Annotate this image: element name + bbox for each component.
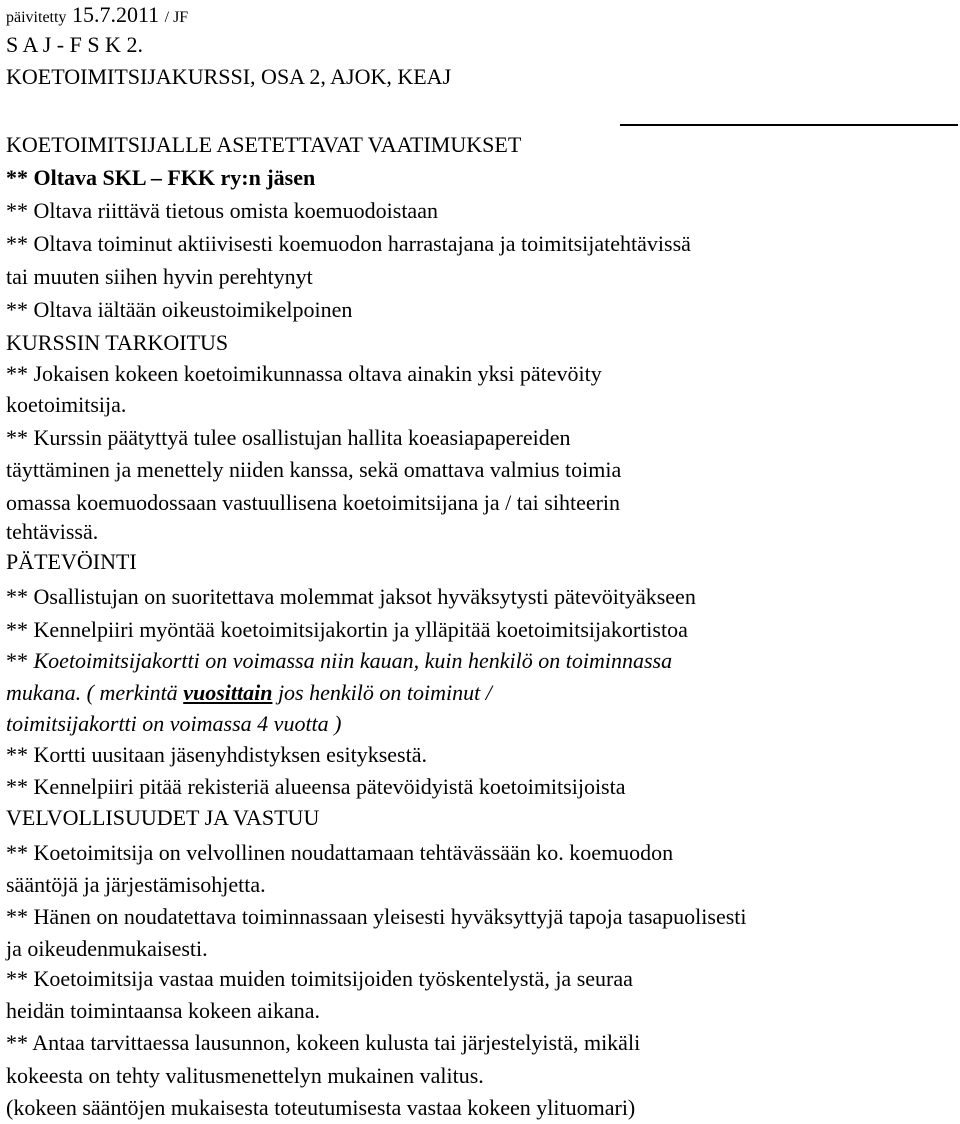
card-note-emphasis: vuosittain xyxy=(183,680,273,705)
qualification-line: ** Kennelpiiri myöntää koetoimitsijakortin ja ylläpitää koetoimitsijakortistoa xyxy=(6,617,688,642)
duty-line: heidän toimintaansa kokeen aikana. xyxy=(6,998,320,1023)
card-validity-text: Koetoimitsijakortti on voimassa niin kauan, kuin henkilö on toiminnassa xyxy=(33,648,673,673)
requirement-line: ** Oltava SKL – FKK ry:n jäsen xyxy=(6,165,316,190)
duty-line: kokeesta on tehty valitusmenettelyn mukainen valitus. xyxy=(6,1063,484,1088)
duty-line: ** Hänen on noudatettava toiminnassaan yleisesti hyväksyttyjä tapoja tasapuolisesti xyxy=(6,904,747,929)
updated-by: / JF xyxy=(164,9,189,26)
course-title: KOETOIMITSIJAKURSSI, OSA 2, AJOK, KEAJ xyxy=(6,64,452,89)
duties-heading: VELVOLLISUUDET JA VASTUU xyxy=(6,805,320,830)
card-note-post: jos henkilö on toiminut / xyxy=(272,680,492,705)
duty-line: sääntöjä ja järjestämisohjetta. xyxy=(6,872,266,897)
update-line xyxy=(6,2,188,31)
card-note-pre: mukana. ( merkintä xyxy=(6,680,184,705)
purpose-line: koetoimitsija. xyxy=(6,392,127,417)
card-note-line xyxy=(6,680,492,706)
duty-line: (kokeen sääntöjen mukaisesta toteutumisesta vastaa kokeen ylituomari) xyxy=(6,1095,636,1120)
card-validity-line xyxy=(6,648,672,674)
qualification-line: ** Osallistujan on suoritettava molemmat jaksot hyväksytysti pätevöityäkseen xyxy=(6,584,696,609)
qualification-line: ** Kennelpiiri pitää rekisteriä alueensa pätevöidyistä koetoimitsijoista xyxy=(6,774,626,799)
purpose-line: tehtävissä. xyxy=(6,519,99,544)
divider-rule xyxy=(620,124,958,126)
duty-line: ja oikeudenmukaisesti. xyxy=(6,936,208,961)
updated-label: päivitetty xyxy=(6,9,67,26)
purpose-line: täyttäminen ja menettely niiden kanssa, sekä omattava valmius toimia xyxy=(6,457,622,482)
requirement-line: tai muuten siihen hyvin perehtynyt xyxy=(6,264,313,289)
purpose-line: ** Jokaisen kokeen koetoimikunnassa oltava ainakin yksi pätevöity xyxy=(6,361,602,386)
purpose-line: omassa koemuodossaan vastuullisena koetoimitsijana ja / tai sihteerin xyxy=(6,490,621,515)
duty-line: ** Koetoimitsija on velvollinen noudattamaan tehtävässään ko. koemuodon xyxy=(6,840,674,865)
purpose-heading: KURSSIN TARKOITUS xyxy=(6,330,229,355)
requirement-line: ** Oltava iältään oikeustoimikelpoinen xyxy=(6,297,353,322)
updated-date: 15.7.2011 xyxy=(71,2,160,27)
requirements-heading: KOETOIMITSIJALLE ASETETTAVAT VAATIMUKSET xyxy=(6,132,522,157)
card-note-line-2: toimitsijakortti on voimassa 4 vuotta ) xyxy=(6,711,342,736)
requirement-line: ** Oltava toiminut aktiivisesti koemuodon harrastajana ja toimitsijatehtävissä xyxy=(6,231,691,256)
qualification-heading: PÄTEVÖINTI xyxy=(6,549,137,574)
duty-line: ** Koetoimitsija vastaa muiden toimitsijoiden työskentelystä, ja seuraa xyxy=(6,966,633,991)
purpose-line: ** Kurssin päätyttyä tulee osallistujan hallita koeasiapapereiden xyxy=(6,425,571,450)
bullet-prefix: ** xyxy=(6,648,34,673)
requirement-line: ** Oltava riittävä tietous omista koemuodoistaan xyxy=(6,198,438,223)
qualification-line: ** Kortti uusitaan jäsenyhdistyksen esityksestä. xyxy=(6,742,427,767)
org-line: S A J - F S K 2. xyxy=(6,32,143,57)
duty-line: ** Antaa tarvittaessa lausunnon, kokeen kulusta tai järjestelyistä, mikäli xyxy=(6,1030,641,1055)
